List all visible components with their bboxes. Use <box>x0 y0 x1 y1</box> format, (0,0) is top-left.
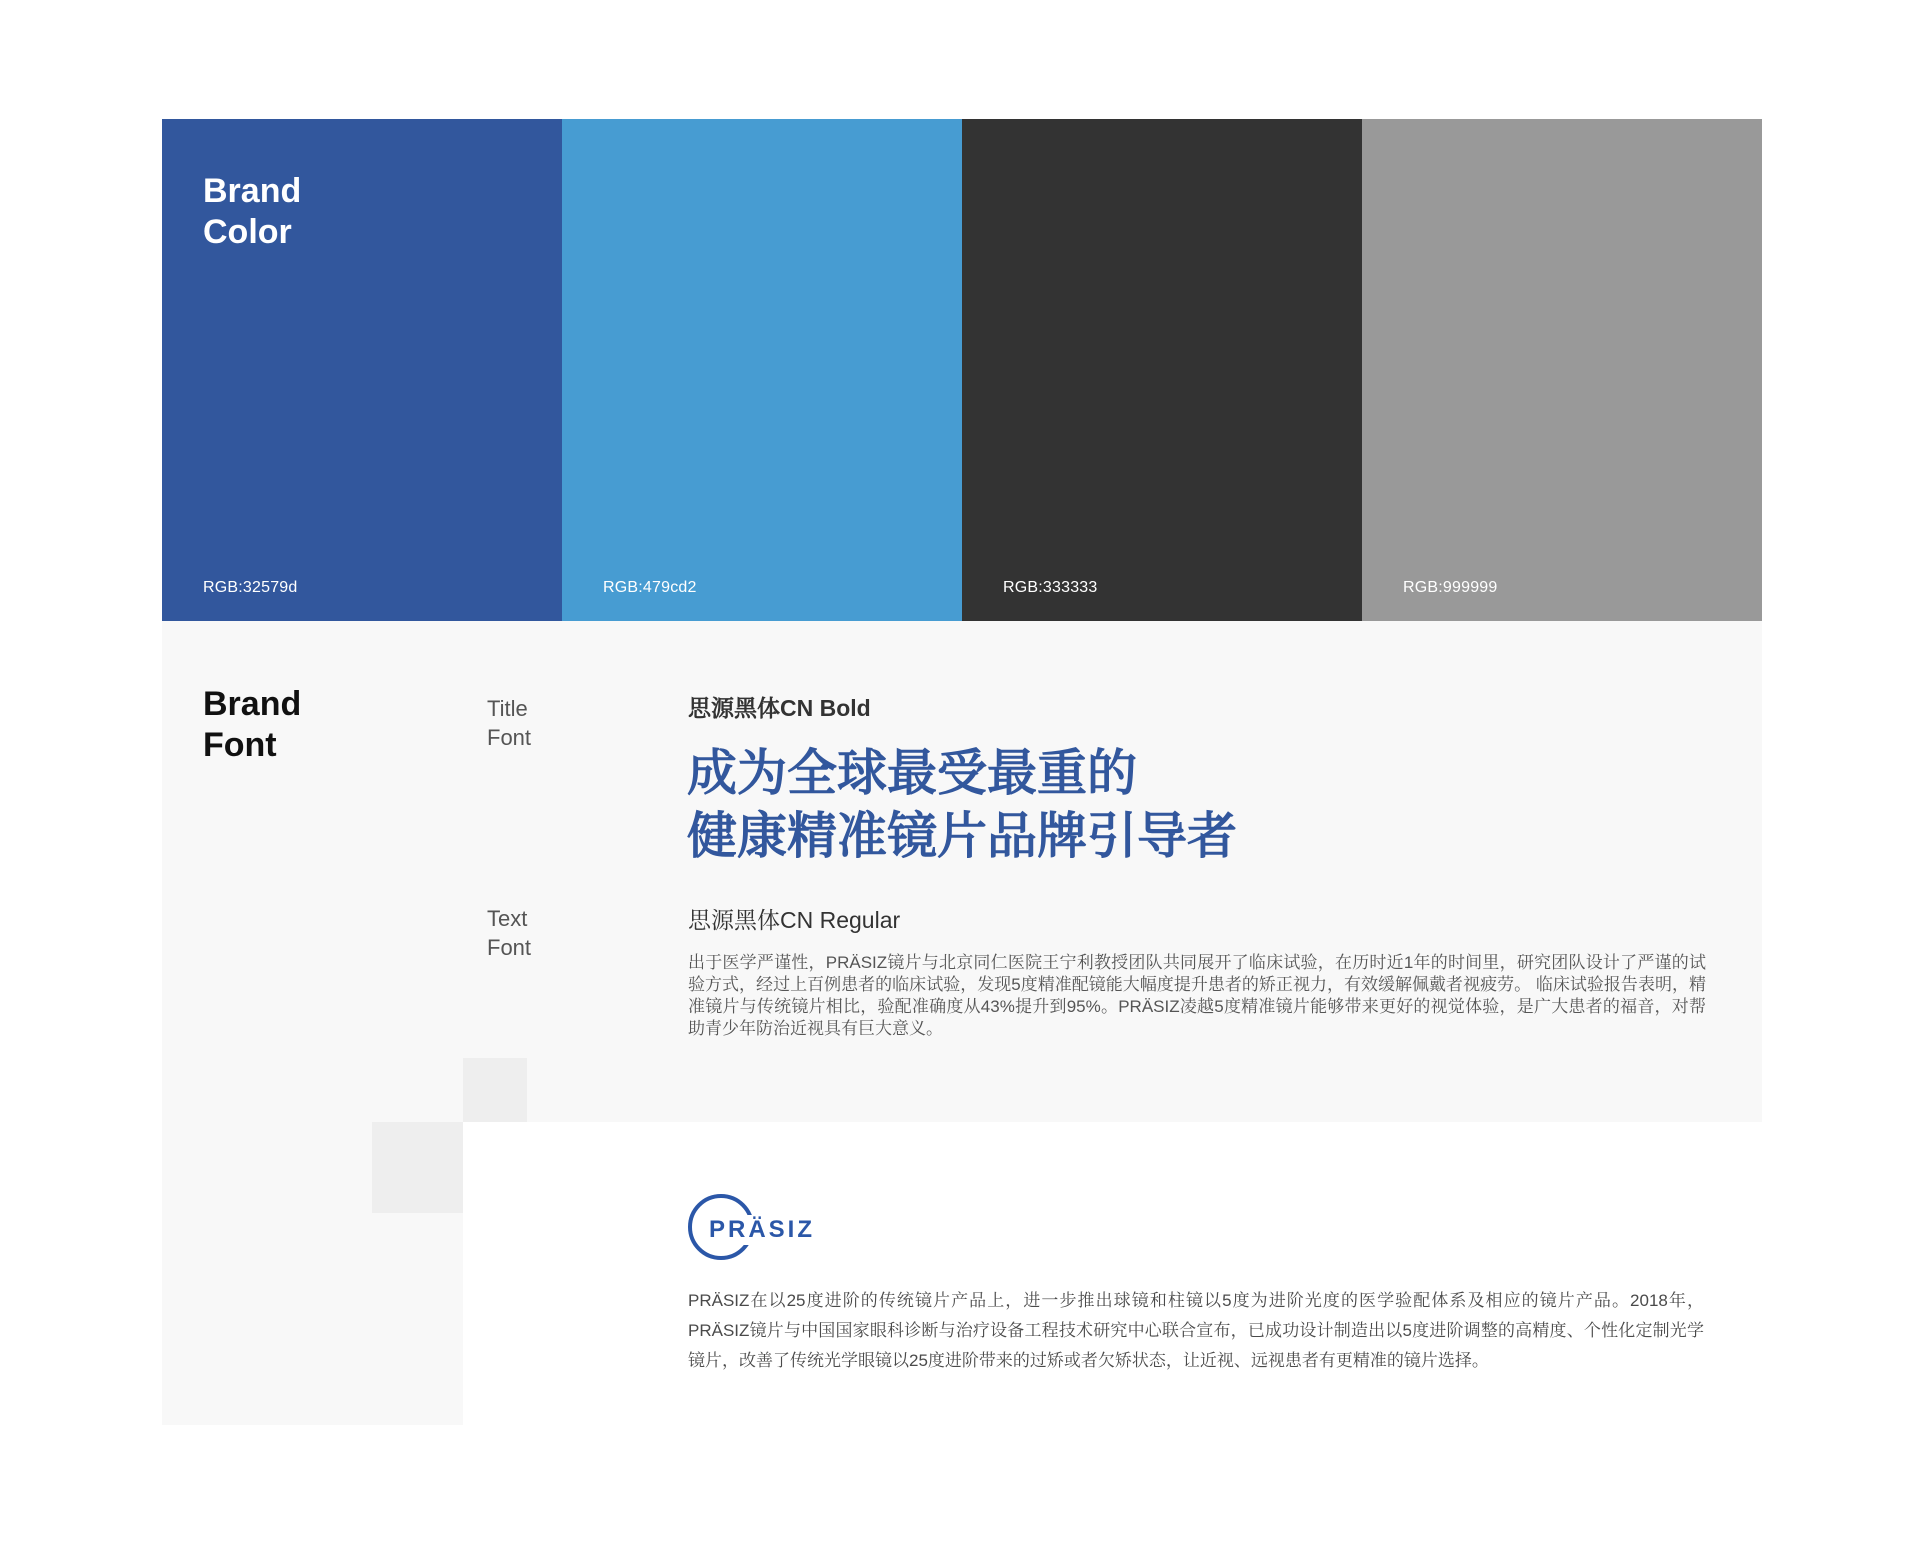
brand-font-section-background <box>162 621 1762 1122</box>
title-font-label-line1: Title <box>487 696 528 721</box>
text-font-label <box>487 904 531 962</box>
color-swatch-light-blue <box>562 119 962 621</box>
brand-font-heading <box>203 684 301 766</box>
brand-headline-sample <box>687 742 1237 868</box>
brand-color-band <box>162 119 1762 621</box>
text-font-label-line2: Font <box>487 935 532 960</box>
swatch-rgb-label: RGB:999999 <box>1403 579 1498 596</box>
brand-color-heading-line1: Brand <box>203 172 302 210</box>
logo-wordmark: PRÄSIZ <box>703 1215 821 1245</box>
text-font-label-line1: Text <box>487 906 528 931</box>
brand-color-heading <box>203 171 301 253</box>
title-font-label-line2: Font <box>487 725 532 750</box>
title-font-label <box>487 694 531 752</box>
decorative-square-upper <box>463 1058 527 1122</box>
color-swatch-gray <box>1362 119 1762 621</box>
color-swatch-dark-gray <box>962 119 1362 621</box>
brand-font-heading-line2: Font <box>203 726 277 764</box>
swatch-rgb-label: RGB:333333 <box>1003 579 1098 596</box>
color-swatch-primary-blue <box>162 119 562 621</box>
prasiz-logo <box>688 1194 918 1270</box>
text-font-name: 思源黑体CN Regular <box>688 907 901 933</box>
decorative-square-lower <box>372 1122 463 1213</box>
brand-description-paragraph: PRÄSIZ在以25度进阶的传统镜片产品上，进一步推出球镜和柱镜以5度为进阶光度的医学验配体系及相应的镜片产品。2018年，PRÄSIZ镜片与中国国家眼科诊断与治疗设备工程技术研究中心联合宣布，已成功设计制造出以5度进阶调整的高精度、个性化定制光学镜片，改善了传统光学眼镜以25度进阶带来的过矫或者欠矫状态，让近视、远视患者有更精准的镜片选择。 <box>688 1291 1704 1370</box>
swatch-rgb-label: RGB:479cd2 <box>603 579 697 596</box>
brand-headline-line2: 健康精准镜片品牌引导者 <box>687 808 1237 864</box>
brand-color-heading-line2: Color <box>203 213 292 251</box>
brand-font-heading-line1: Brand <box>203 685 302 723</box>
title-font-name: 思源黑体CN Bold <box>688 695 871 721</box>
swatch-rgb-label: RGB:32579d <box>203 579 298 596</box>
brand-headline-line1: 成为全球最受最重的 <box>687 745 1137 801</box>
text-font-sample-paragraph: 出于医学严谨性，PRÄSIZ镜片与北京同仁医院王宁利教授团队共同展开了临床试验，在历时近1年的时间里，研究团队设计了严谨的试验方式，经过上百例患者的临床试验，发现5度精准配镜能大幅度提升患者的矫正视力，有效缓解佩戴者视疲劳。 临床试验报告表明，精准镜片与传统镜片相比，验配准确度从43%提升到95%。PRÄSIZ凌越5度精准镜片能够带来更好的视觉体验，是广大患者的福音，对帮助青少年防治近视具有巨大意义。 <box>688 953 1706 1038</box>
